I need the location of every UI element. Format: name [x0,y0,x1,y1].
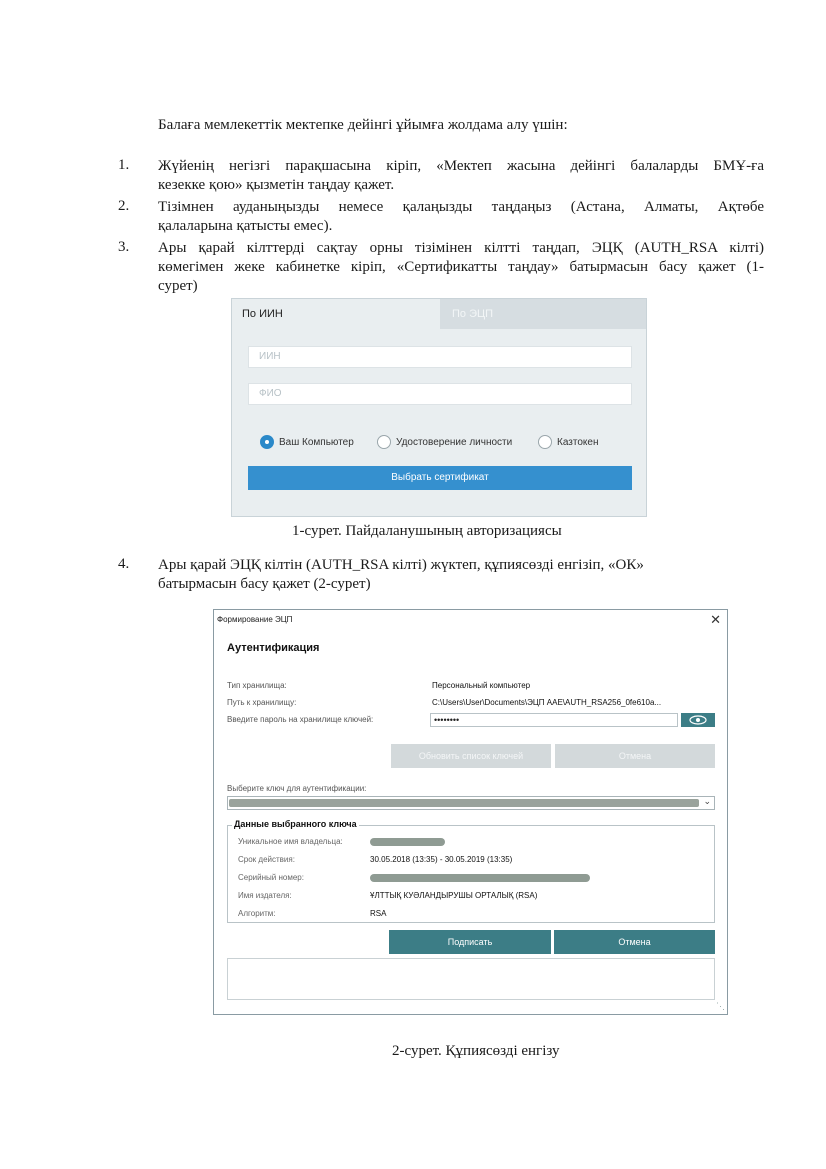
resize-grip-icon[interactable]: ⋱ [716,1001,725,1011]
serial-label: Серийный номер: [238,873,304,882]
figure-2-caption: 2-сурет. Құпиясөзді енгізу [392,1043,560,1059]
tab-by-iin[interactable]: По ИИН [232,299,440,329]
radio-your-computer[interactable] [260,433,354,451]
step-1-line-1: Жүйенің негізгі парақшасына кіріп, «Мектеп жасына дейінгі балаларды БМҰ-ға [158,158,764,174]
storage-type-label: Тип хранилища: [227,681,287,690]
step-1-line-2: кезекке қою» қызметін таңдау қажет. [158,177,395,193]
cancel-top-button[interactable]: Отмена [555,744,715,768]
algorithm-label: Алгоритм: [238,909,276,918]
chevron-down-icon: ⌄ [703,796,711,806]
radio-id-card-label: Удостоверение личности [396,436,513,448]
step-3-line-1: Ары қарай кілттерді сақтау орны тізімінен кілтті таңдап, ЭЦҚ (AUTH_RSA кілті) [158,240,764,256]
algorithm-value: RSA [370,909,387,918]
storage-type-value: Персональный компьютер [432,681,531,690]
redacted-key-bar [229,799,699,807]
figure-2-eds-dialog [213,609,728,1015]
step-1-number: 1. [118,157,130,173]
step-3-text [158,239,764,296]
key-select[interactable] [227,796,715,810]
radio-id-card[interactable] [377,433,512,451]
step-3-line-2: көмегімен жеке кабинетке кіріп, «Сертификатты таңдау» батырмасын басу қажет (1- [158,259,764,275]
radio-kaztoken-label: Казтокен [557,436,599,448]
radio-unselected-icon [377,435,391,449]
issuer-label: Имя издателя: [238,891,292,900]
storage-path-value: C:\Users\User\Documents\ЭЦП ААЕ\AUTH_RSA256_0fe610a... [432,698,662,707]
step-3-number: 3. [118,239,130,255]
figure-1-auth-panel [231,298,647,517]
storage-path-label: Путь к хранилищу: [227,698,297,707]
radio-selected-icon [260,435,274,449]
key-data-title: Данные выбранного ключа [234,819,357,829]
refresh-keys-button[interactable]: Обновить список ключей [391,744,551,768]
select-certificate-button[interactable]: Выбрать сертификат [248,466,632,490]
key-data-group [227,819,715,923]
step-2-line-2: қалаларына қатысты емес). [158,218,333,234]
status-area [227,958,715,1000]
password-input[interactable]: •••••••• [430,713,678,727]
figure-1-caption: 1-сурет. Пайдаланушының авторизациясы [292,523,562,539]
select-key-label: Выберите ключ для аутентификации: [227,784,367,793]
window-title: Формирование ЭЦП [217,615,293,624]
step-2-number: 2. [118,198,130,214]
tab-by-eds[interactable]: По ЭЦП [440,299,646,329]
step-4-line-1: Ары қарай ЭЦҚ кілтін (AUTH_RSA кілті) жүктеп, құпиясөзді енгізіп, «ОК» [158,557,644,573]
step-1-text [158,157,764,195]
step-2-text [158,198,764,236]
radio-unselected-icon [538,435,552,449]
validity-value: 30.05.2018 (13:35) - 30.05.2019 (13:35) [370,855,513,864]
step-4-text [158,556,698,594]
validity-label: Срок действия: [238,855,295,864]
eye-icon[interactable] [681,713,715,727]
document-heading: Балаға мемлекеттік мектепке дейінгі ұйымға жолдама алу үшін: [158,117,568,133]
step-2-line-1: Тізімнен ауданыңызды немесе қалаңызды таңдаңыз (Астана, Алматы, Ақтөбе [158,199,764,215]
issuer-value: ҰЛТТЫҚ КУӘЛАНДЫРУШЫ ОРТАЛЫҚ (RSA) [370,891,538,900]
radio-your-computer-label: Ваш Компьютер [279,436,354,448]
redacted-owner-bar [370,838,445,846]
owner-name-label: Уникальное имя владельца: [238,837,343,846]
fio-input[interactable]: ФИО [248,383,632,405]
eye-icon-svg [689,715,707,725]
cancel-button[interactable]: Отмена [554,930,715,954]
step-3-line-3: сурет) [158,278,198,294]
close-icon[interactable]: ✕ [710,612,721,627]
step-4-number: 4. [118,556,130,572]
password-label: Введите пароль на хранилище ключей: [227,715,374,724]
iin-input[interactable]: ИИН [248,346,632,368]
step-4-line-2: батырмасын басу қажет (2-сурет) [158,576,371,592]
redacted-serial-bar [370,874,590,882]
section-title: Аутентификация [227,642,320,654]
radio-kaztoken[interactable] [538,433,598,451]
sign-button[interactable]: Подписать [389,930,551,954]
